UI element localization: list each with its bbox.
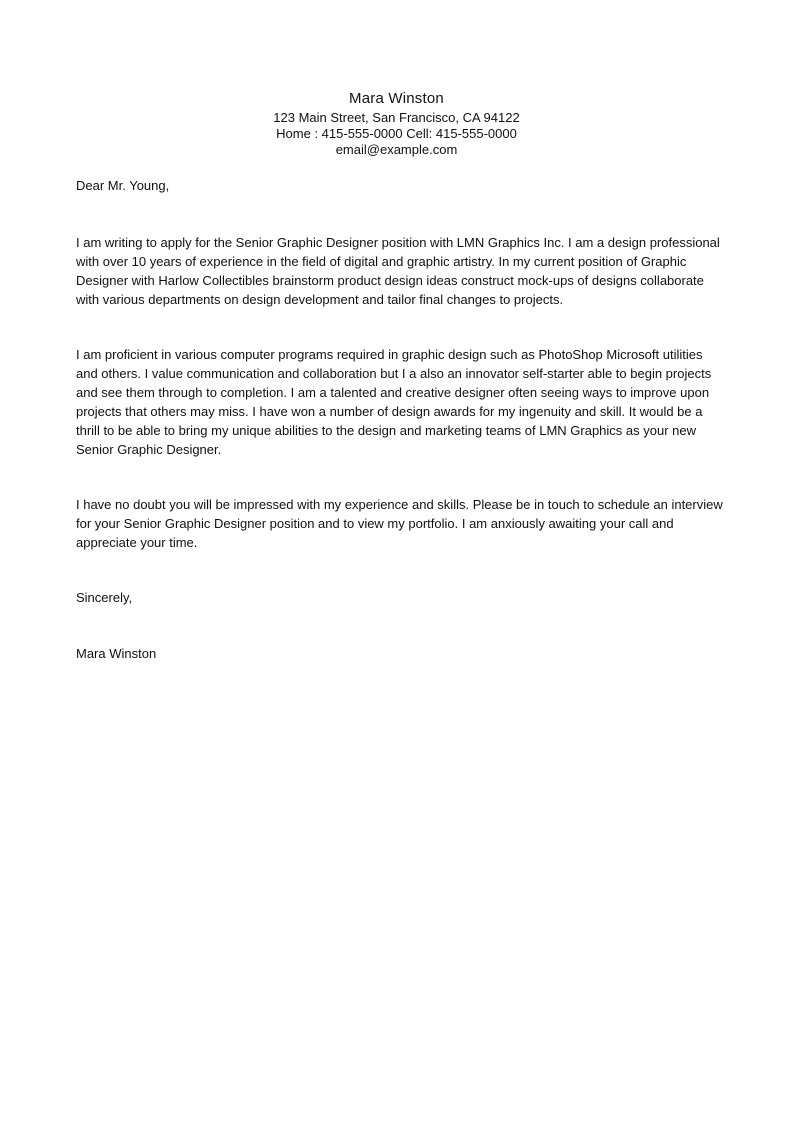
- sender-phones: Home : 415-555-0000 Cell: 415-555-0000: [276, 126, 517, 141]
- signature: Mara Winston: [76, 646, 157, 661]
- paragraph-2: I am proficient in various computer programs required in graphic design such as PhotoShop Microsoft utilities and others. I value communication and collaboration but I a also an innovator self-starter able to begin projects and see them through to completion. I am a talented and creative designer often seeing ways to improve upon projects that others may miss. I have won a number of design awards for my ingenuity and skill. It would be a thrill to be able to bring my unique abilities to the design and marketing teams of LMN Graphics as your new Senior Graphic Designer.: [76, 347, 712, 457]
- salutation: Dear Mr. Young,: [76, 178, 170, 193]
- closing: Sincerely,: [76, 590, 133, 605]
- sender-address: 123 Main Street, San Francisco, CA 94122: [273, 110, 520, 125]
- letter-header: [0, 88, 793, 158]
- letter-body: [76, 176, 726, 663]
- paragraph-1: I am writing to apply for the Senior Graphic Designer position with LMN Graphics Inc. I am a design professional with over 10 years of experience in the field of digital and graphic artistry. In my current position of Graphic Designer with Harlow Collectibles brainstorm product design ideas construct mock-ups of designs collaborate with various departments on design development and tailor final changes to projects.: [76, 235, 720, 307]
- sender-email: email@example.com: [335, 142, 458, 157]
- sender-name: Mara Winston: [349, 90, 444, 107]
- paragraph-3: I have no doubt you will be impressed with my experience and skills. Please be in touch to schedule an interview for your Senior Graphic Designer position and to view my portfolio. I am anxiously awaiting your call and appreciate your time.: [76, 497, 723, 550]
